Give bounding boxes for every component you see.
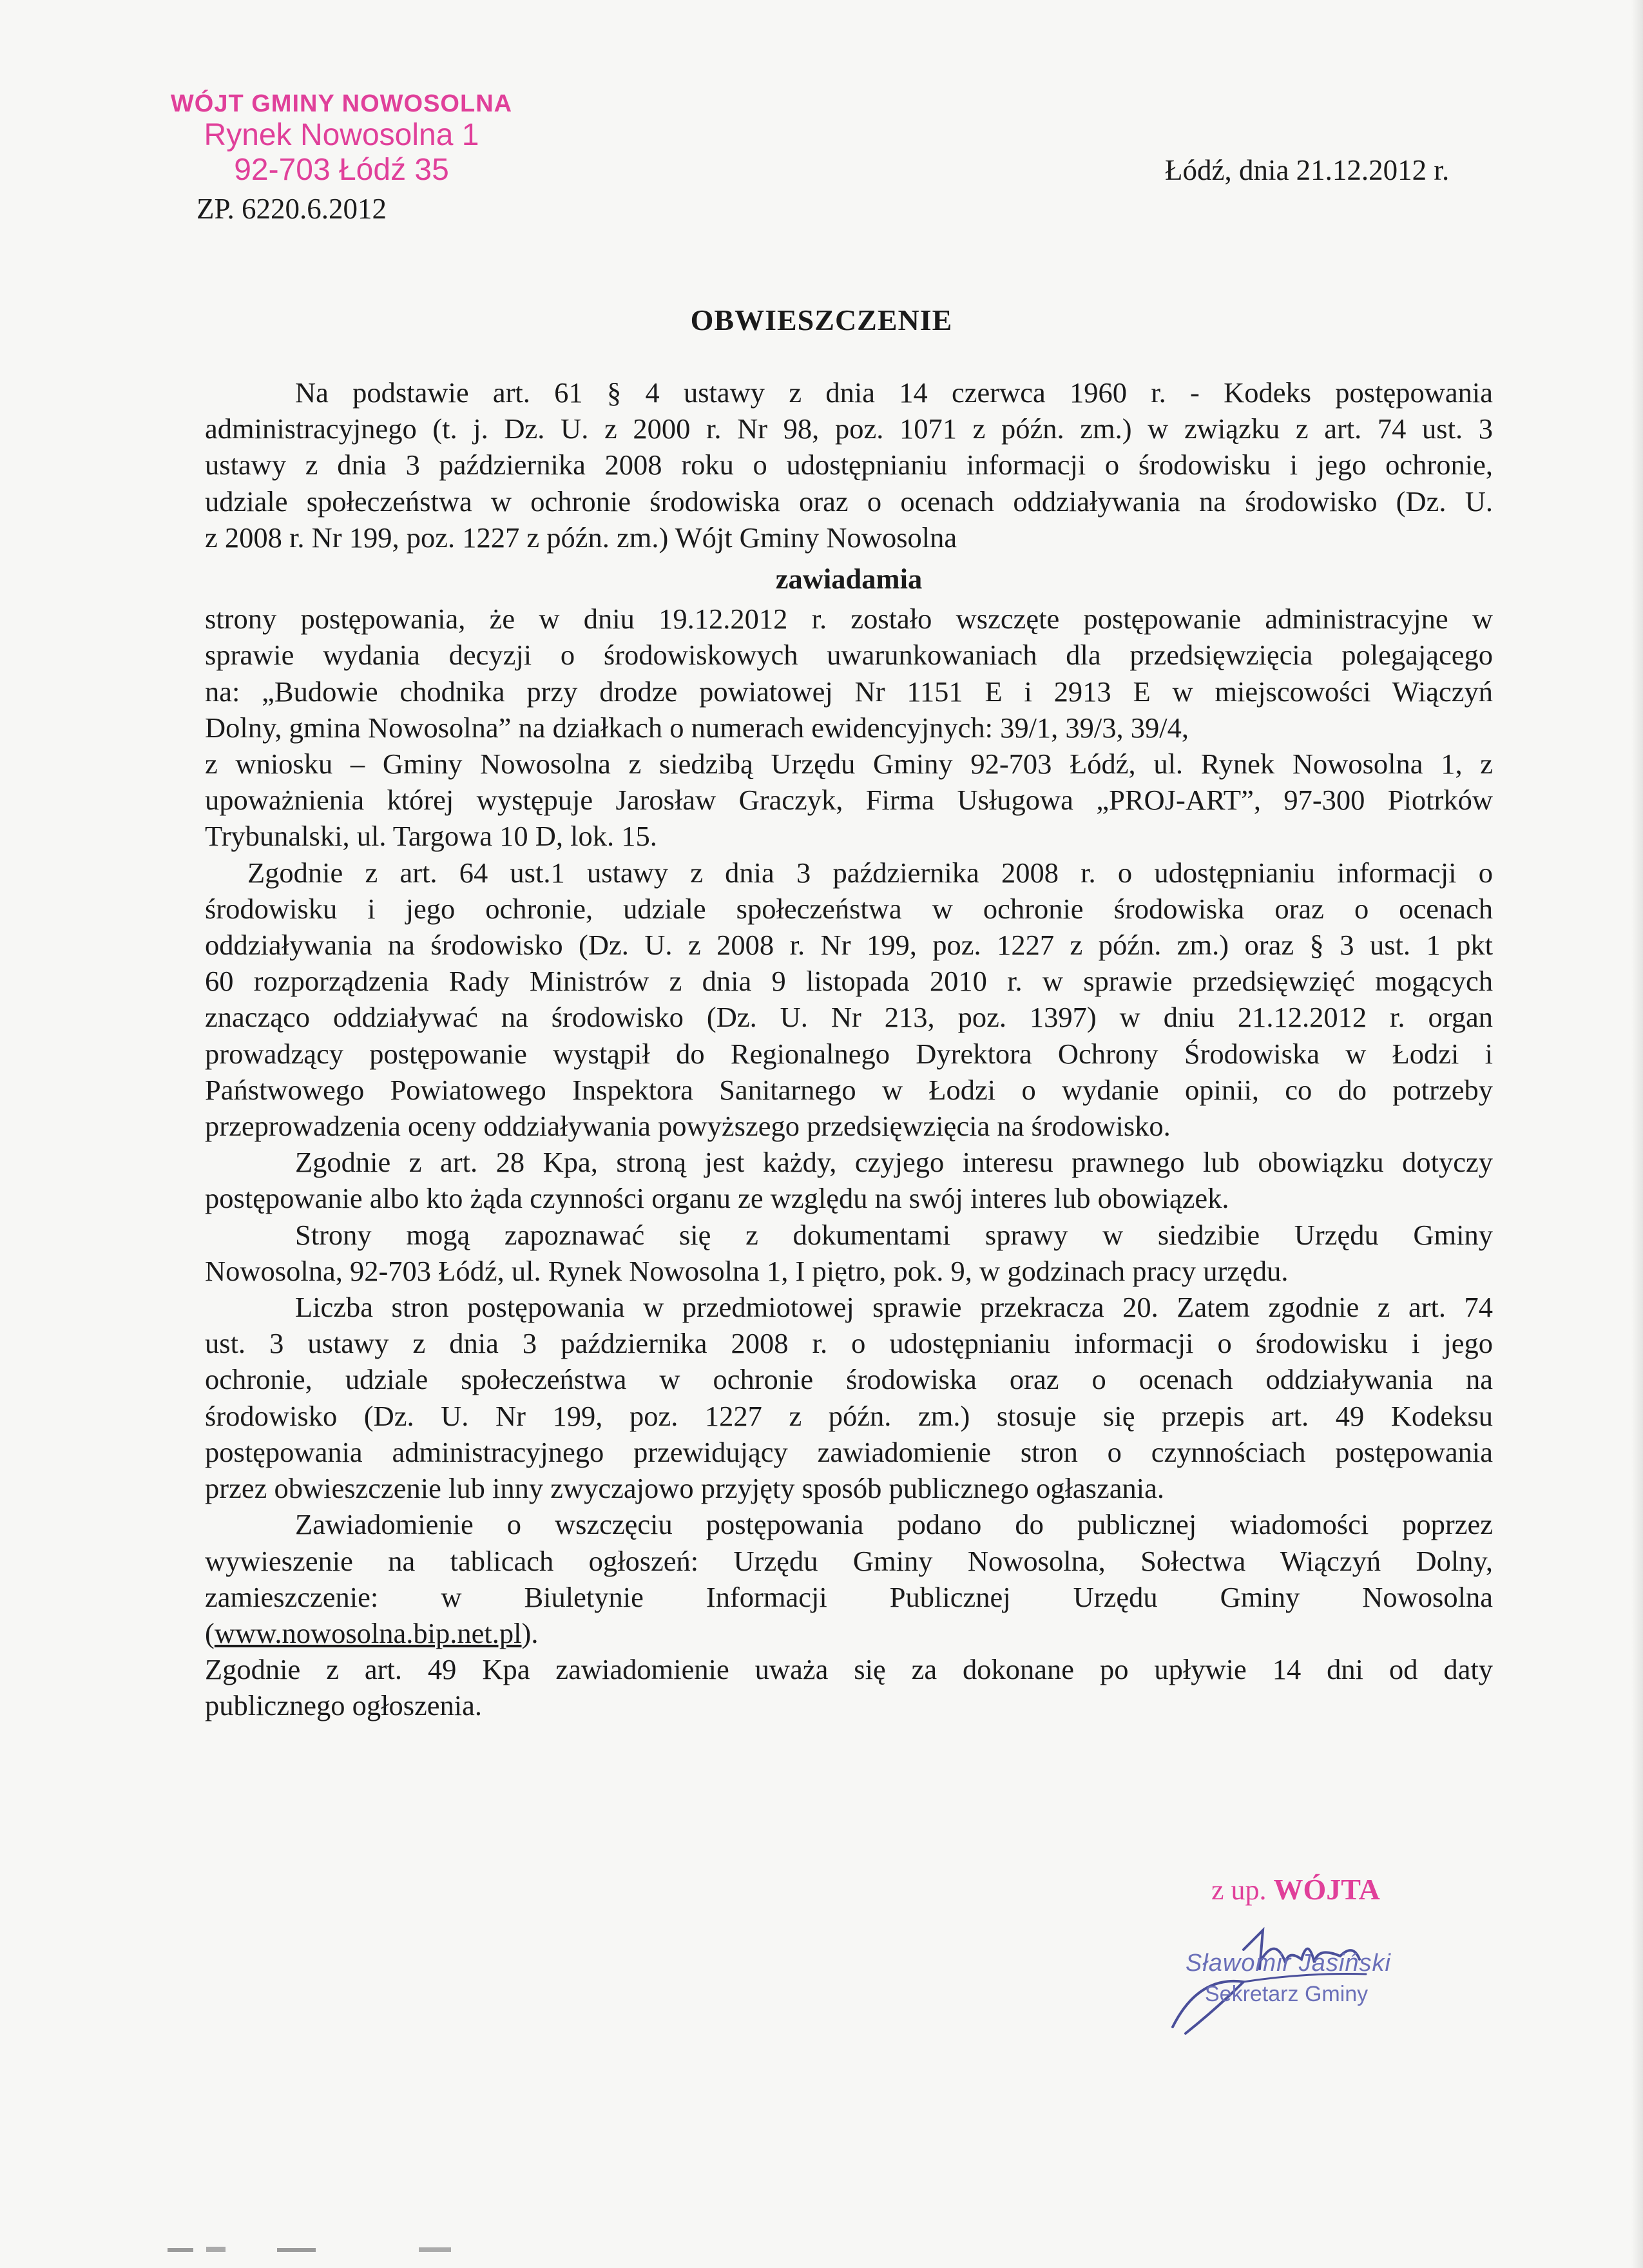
text-line: postępowania administracyjnego przewidujący zawiadomienie stron o czynnościach postępowania bbox=[205, 1435, 1493, 1468]
text-line: Zgodnie z art. 64 ust.1 ustawy z dnia 3 października 2008 r. o udostępnianiu informacji o bbox=[247, 856, 1493, 889]
text-line: ust. 3 ustawy z dnia 3 października 2008 r. o udostępnianiu informacji o środowisku i jego bbox=[205, 1327, 1493, 1360]
text-line: ochronie, udziale społeczeństwa w ochronie środowiska oraz o ocenach oddziaływania na bbox=[205, 1363, 1493, 1396]
text-line: Trybunalski, ul. Targowa 10 D, lok. 15. bbox=[205, 820, 657, 853]
stamp-line-1: WÓJT GMINY NOWOSOLNA bbox=[170, 90, 513, 117]
text-line: udziale społeczeństwa w ochronie środowiska oraz o ocenach oddziaływania na środowisko (Dz. U. bbox=[205, 485, 1493, 518]
stamp-line-3: 92-703 Łódź 35 bbox=[234, 153, 449, 188]
section-heading: zawiadamia bbox=[775, 563, 923, 596]
signature-title-main: WÓJTA bbox=[1273, 1873, 1380, 1906]
text-line: z wniosku – Gminy Nowosolna z siedzibą Urzędu Gminy 92-703 Łódź, ul. Rynek Nowosolna 1, z bbox=[205, 748, 1493, 780]
text-line bbox=[205, 1615, 1493, 1651]
document-date: Łódź, dnia 21.12.2012 r. bbox=[1165, 154, 1450, 186]
signatory-name: Sławomir Jasiński bbox=[1186, 1950, 1391, 1977]
text-line: oddziaływania na środowisko (Dz. U. z 2008 r. Nr 199, poz. 1227 z późn. zm.) oraz § 3 ust. 1 pkt bbox=[205, 929, 1493, 962]
page-edge bbox=[1631, 0, 1643, 2268]
signature-title-prefix: z up. bbox=[1211, 1874, 1267, 1906]
text-line: na: „Budowie chodnika przy drodze powiatowej Nr 1151 E i 2913 E w miejscowości Wiączyń bbox=[205, 675, 1493, 708]
text-line: Państwowego Powiatowego Inspektora Sanitarnego w Łodzi o wydanie opinii, co do potrzeby bbox=[205, 1073, 1493, 1106]
text-line: Nowosolna, 92-703 Łódź, ul. Rynek Nowosolna 1, I piętro, pok. 9, w godzinach pracy urzędu. bbox=[205, 1254, 1289, 1287]
text-line: postępowanie albo kto żąda czynności organu ze względu na swój interes lub obowiązek. bbox=[205, 1182, 1229, 1215]
reference-number: ZP. 6220.6.2012 bbox=[197, 193, 387, 225]
signatory-role: Sekretarz Gminy bbox=[1205, 1982, 1369, 2006]
text-line: Na podstawie art. 61 § 4 ustawy z dnia 14 czerwca 1960 r. - Kodeks postępowania bbox=[295, 376, 1493, 409]
text-line: Zawiadomienie o wszczęciu postępowania podano do publicznej wiadomości poprzez bbox=[295, 1508, 1493, 1541]
paragraph-5 bbox=[205, 1144, 1493, 1216]
text-line: zamieszczenie: w Biuletynie Informacji Publicznej Urzędu Gminy Nowosolna bbox=[205, 1580, 1493, 1613]
text-line: środowisku i jego ochronie, udziale społeczeństwa w ochronie środowiska oraz o ocenach bbox=[205, 892, 1493, 925]
text-line: znacząco oddziaływać na środowisko (Dz. U. Nr 213, poz. 1397) w dniu 21.12.2012 r. organ bbox=[205, 1001, 1493, 1034]
text-line: Strony mogą zapoznawać się z dokumentami sprawy w siedzibie Urzędu Gminy bbox=[295, 1218, 1493, 1251]
text-line: Zgodnie z art. 49 Kpa zawiadomienie uważa się za dokonane po upływie 14 dni od daty bbox=[205, 1653, 1493, 1686]
text-line: ustawy z dnia 3 października 2008 roku o udostępnianiu informacji o środowisku i jego ochronie, bbox=[205, 449, 1493, 481]
text-line: strony postępowania, że w dniu 19.12.2012 r. zostało wszczęte postępowanie administracyjne w bbox=[205, 603, 1493, 635]
text-line: przez obwieszczenie lub inny zwyczajowo przyjęty sposób publicznego ogłaszania. bbox=[205, 1472, 1164, 1505]
paragraph-8 bbox=[205, 1506, 1493, 1651]
text-line: administracyjnego (t. j. Dz. U. z 2000 r. Nr 98, poz. 1071 z późn. zm.) w związku z art. 74 ust. 3 bbox=[205, 412, 1493, 445]
document-title: OBWIESZCZENIE bbox=[690, 304, 953, 336]
scan-artifacts bbox=[168, 2243, 490, 2256]
paragraph-1 bbox=[205, 374, 1493, 556]
text-line: z 2008 r. Nr 199, poz. 1227 z późn. zm.) Wójt Gminy Nowosolna bbox=[205, 521, 957, 554]
paragraph-9 bbox=[205, 1651, 1493, 1723]
text-line: wywieszenie na tablicach ogłoszeń: Urzędu Gminy Nowosolna, Sołectwa Wiączyń Dolny, bbox=[205, 1544, 1493, 1577]
paragraph-2 bbox=[205, 601, 1493, 746]
stamp-line-2: Rynek Nowosolna 1 bbox=[204, 117, 479, 152]
text-line: przeprowadzenia oceny oddziaływania powyższego przedsięwzięcia na środowisko. bbox=[205, 1110, 1171, 1143]
paragraph-7 bbox=[205, 1289, 1493, 1506]
text-line: sprawie wydania decyzji o środowiskowych uwarunkowaniach dla przedsięwzięcia polegającego bbox=[205, 639, 1493, 672]
text-line: 60 rozporządzenia Rady Ministrów z dnia 9 listopada 2010 r. w sprawie przedsięwzięć mogących bbox=[205, 965, 1493, 998]
text-line: publicznego ogłoszenia. bbox=[205, 1689, 483, 1722]
paragraph-6 bbox=[205, 1217, 1493, 1289]
paragraph-4 bbox=[205, 855, 1493, 1145]
text-line: upoważnienia której występuje Jarosław Graczyk, Firma Usługowa „PROJ-ART”, 97-300 Piotrków bbox=[205, 784, 1493, 817]
text-line: Zgodnie z art. 28 Kpa, stroną jest każdy, czyjego interesu prawnego lub obowiązku dotyczy bbox=[295, 1146, 1493, 1179]
paragraph-3 bbox=[205, 746, 1493, 855]
text-line: Liczba stron postępowania w przedmiotowej sprawie przekracza 20. Zatem zgodnie z art. 74 bbox=[295, 1291, 1493, 1324]
text-line: Dolny, gmina Nowosolna” na działkach o numerach ewidencyjnych: 39/1, 39/3, 39/4, bbox=[205, 711, 1189, 744]
bip-link[interactable]: www.nowosolna.bip.net.pl bbox=[214, 1616, 522, 1649]
link-suffix: ). bbox=[521, 1616, 539, 1649]
document-body bbox=[205, 374, 1493, 1724]
text-line: środowisko (Dz. U. Nr 199, poz. 1227 z późn. zm.) stosuje się przepis art. 49 Kodeksu bbox=[205, 1399, 1493, 1432]
office-stamp bbox=[161, 90, 522, 188]
link-prefix: ( bbox=[205, 1616, 215, 1649]
text-line: prowadzący postępowanie wystąpił do Regionalnego Dyrektora Ochrony Środowiska w Łodzi i bbox=[205, 1037, 1493, 1070]
